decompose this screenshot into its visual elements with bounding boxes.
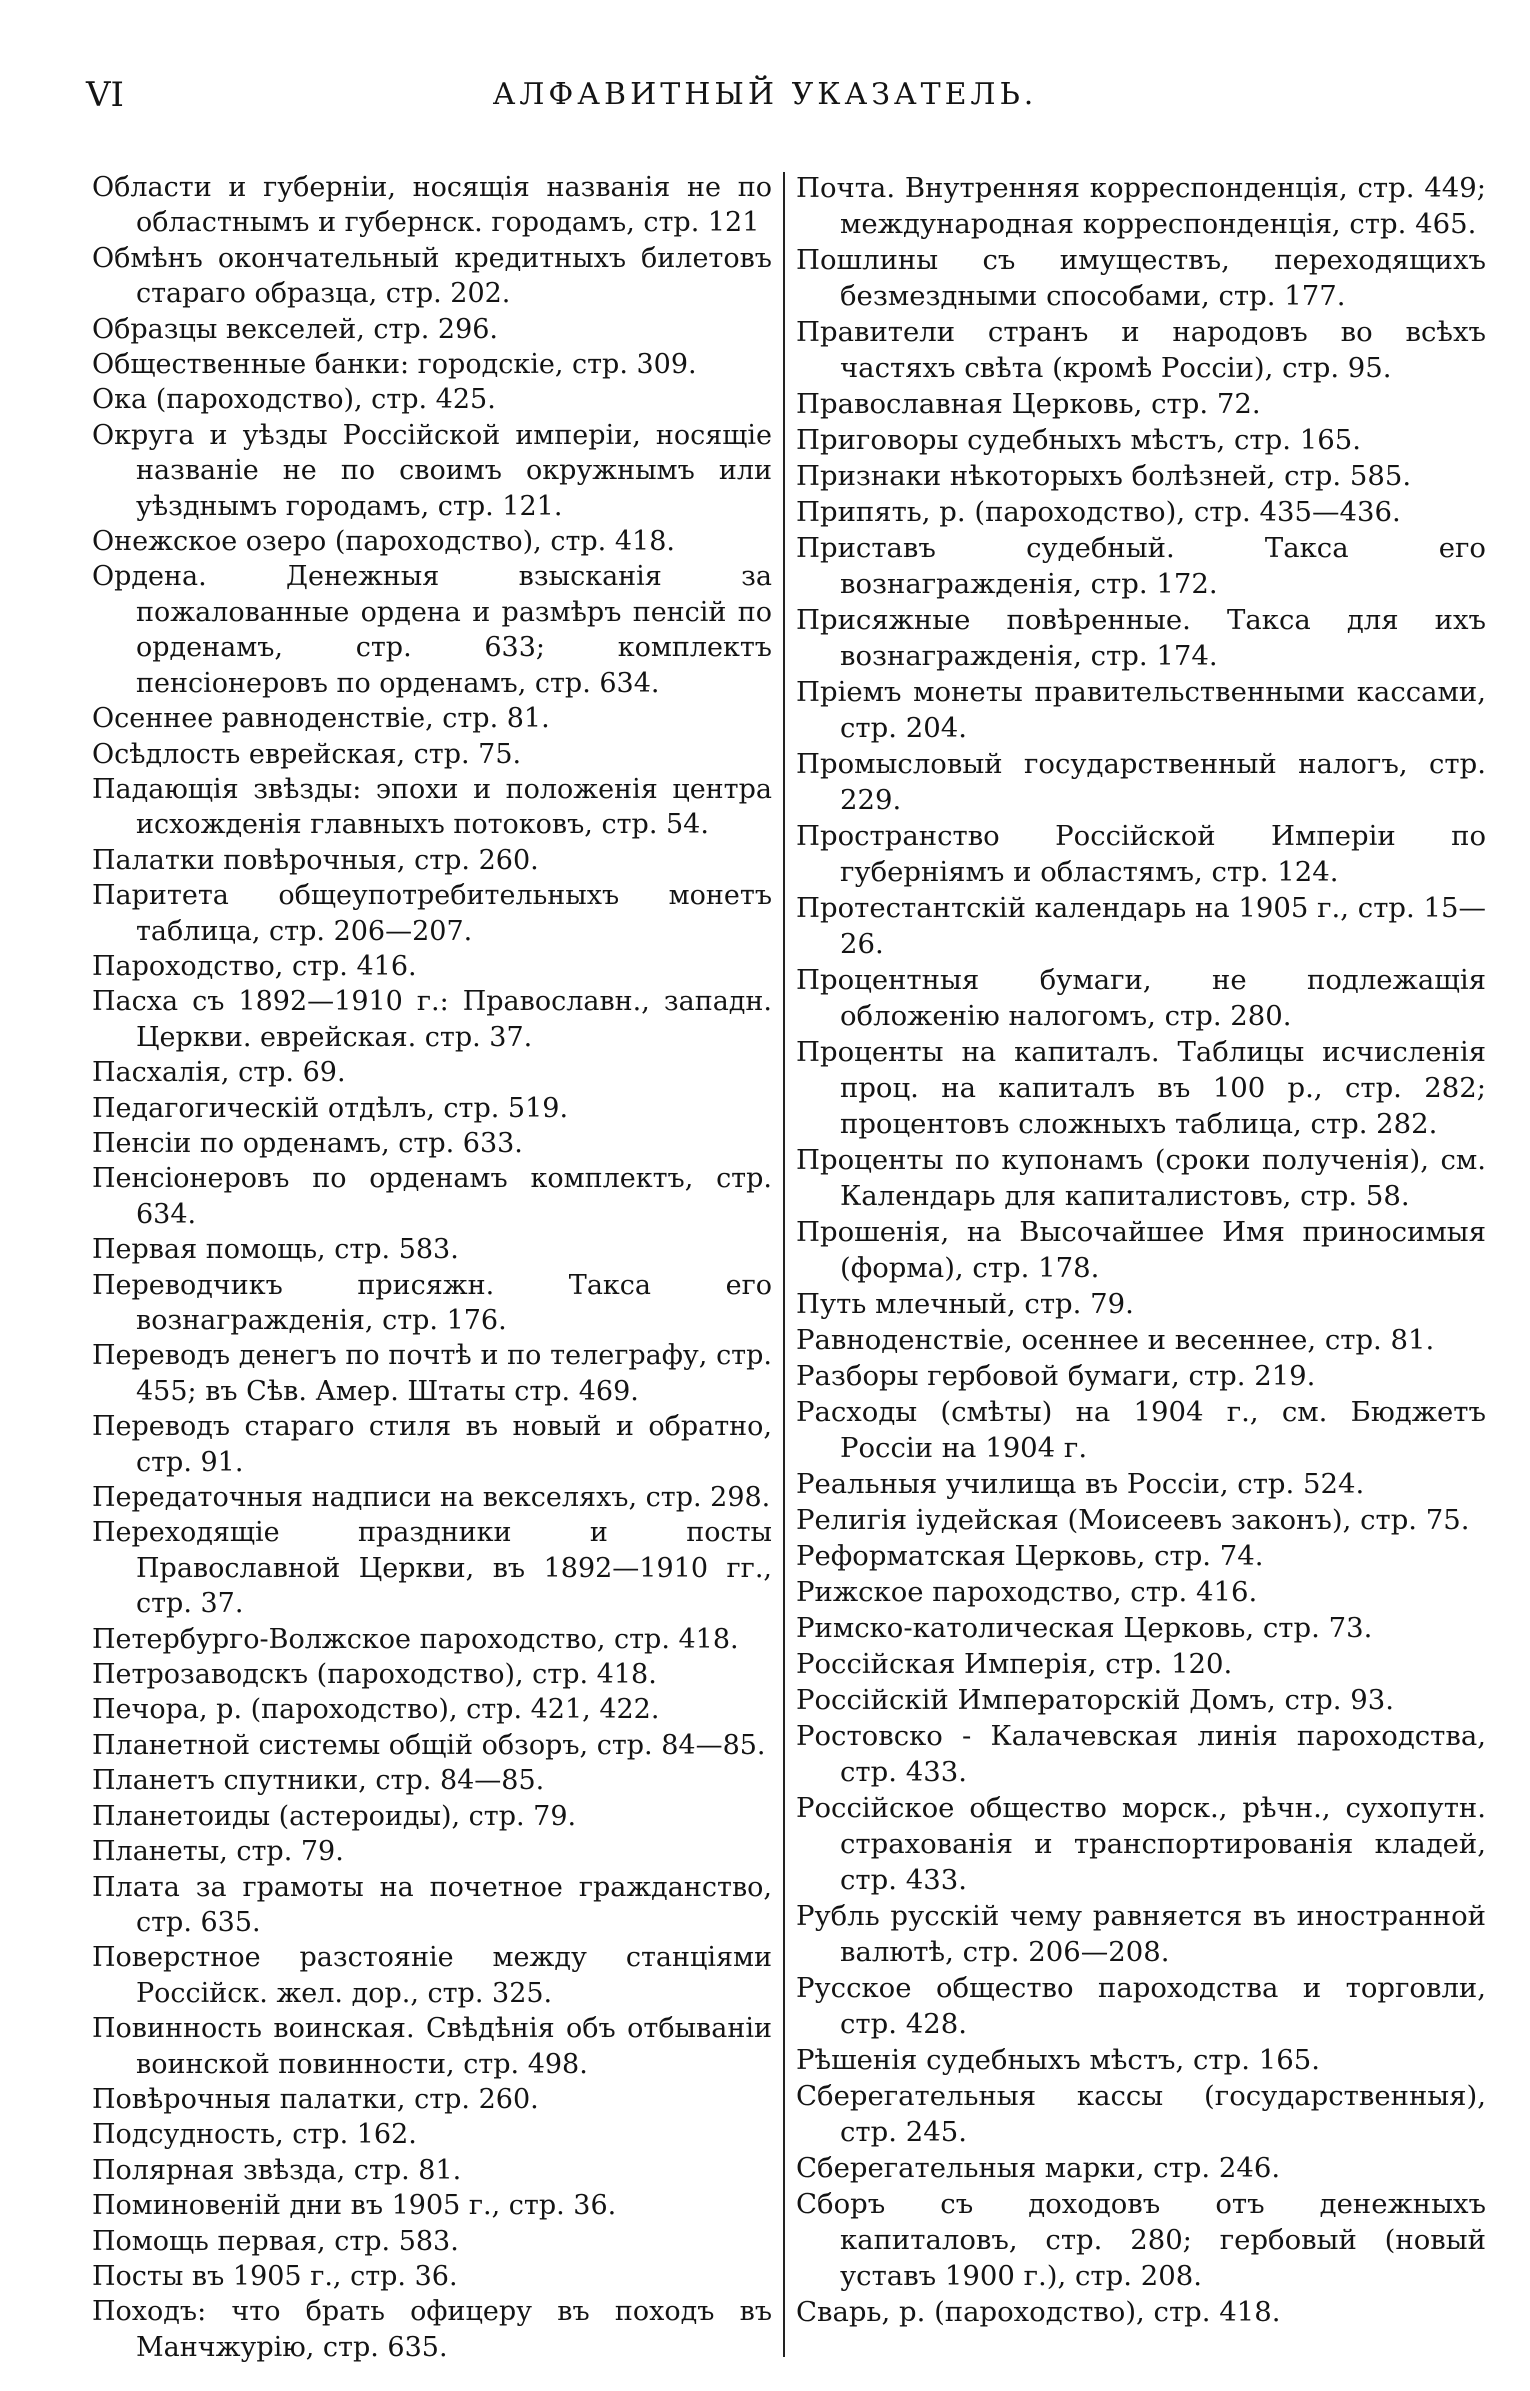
index-entry: Проценты на капиталъ. Таблицы исчисленія проц. на капиталъ въ 100 р., стр. 282; процентовъ сложныхъ таблица, стр. 282. <box>796 1036 1486 1140</box>
index-entry: Переходящіе праздники и посты Православной Церкви, въ 1892—1910 гг., стр. 37. <box>92 1517 772 1620</box>
index-entry: Поминовеній дни въ 1905 г., стр. 36. <box>92 2190 617 2222</box>
index-entry: Планетной системы общій обзоръ, стр. 84—85. <box>92 1729 766 1761</box>
index-entry: Протестантскій календарь на 1905 г., стр. 15—26. <box>796 892 1486 960</box>
index-entry: Печора, р. (пароходство), стр. 421, 422. <box>92 1694 660 1726</box>
index-entry: Образцы векселей, стр. 296. <box>92 313 499 345</box>
index-entry: Сварь, р. (пароходство), стр. 418. <box>796 2296 1281 2328</box>
column-divider <box>783 172 785 2357</box>
left-column <box>92 170 772 2380</box>
index-entry: Приставъ судебный. Такса его вознагражденія, стр. 172. <box>796 532 1486 600</box>
index-entry: Падающія звѣзды: эпохи и положенія центра исхожденія главныхъ потоковъ, стр. 54. <box>92 773 772 841</box>
page-title: АЛФАВИТНЫЙ УКАЗАТЕЛЬ. <box>492 77 1038 112</box>
index-entry: Помощь первая, стр. 583. <box>92 2225 459 2257</box>
index-entry: Петербурго-Волжское пароходство, стр. 418. <box>92 1623 739 1655</box>
index-entry: Планетъ спутники, стр. 84—85. <box>92 1765 545 1797</box>
index-entry: Поверстное разстояніе между станціями Россійск. жел. дор., стр. 325. <box>92 1942 772 2009</box>
index-entry: Пространство Россійской Имперіи по губерніямъ и областямъ, стр. 124. <box>796 820 1486 888</box>
index-entry: Разборы гербовой бумаги, стр. 219. <box>796 1360 1316 1392</box>
index-entry: Обмѣнъ окончательный кредитныхъ билетовъ стараго образца, стр. 202. <box>92 242 772 310</box>
index-entry: Подсудность, стр. 162. <box>92 2119 417 2151</box>
index-entry: Проценты по купонамъ (сроки полученія), см. Календарь для капиталистовъ, стр. 58. <box>796 1144 1486 1212</box>
index-entry: Повѣрочныя палатки, стр. 260. <box>92 2083 539 2115</box>
index-entry: Промысловый государственный налогъ, стр. 229. <box>796 748 1486 816</box>
index-entry: Припять, р. (пароходство), стр. 435—436. <box>796 496 1401 528</box>
index-entry: Пенсіонеровъ по орденамъ комплектъ, стр. 634. <box>92 1163 772 1230</box>
index-entry: Палатки повѣрочныя, стр. 260. <box>92 844 539 876</box>
index-entry: Осѣдлость еврейская, стр. 75. <box>92 738 522 770</box>
index-entry: Пароходство, стр. 416. <box>92 950 417 982</box>
index-entry: Переводъ денегъ по почтѣ и по телеграфу, стр. 455; въ Сѣв. Амер. Штаты стр. 469. <box>92 1340 772 1407</box>
index-entry: Плата за грамоты на почетное гражданство, стр. 635. <box>92 1871 772 1938</box>
index-entry: Педагогическій отдѣлъ, стр. 519. <box>92 1092 569 1124</box>
index-entry: Паритета общеупотребительныхъ монетъ таблица, стр. 206—207. <box>92 880 772 947</box>
index-entry: Первая помощь, стр. 583. <box>92 1234 459 1266</box>
index-entry: Онежское озеро (пароходство), стр. 418. <box>92 526 675 558</box>
index-entry: Рѣшенія судебныхъ мѣстъ, стр. 165. <box>796 2044 1320 2076</box>
index-entry: Пошлины съ имуществъ, переходящихъ безмездными способами, стр. 177. <box>796 244 1486 312</box>
index-entry: Реальныя училища въ Россіи, стр. 524. <box>796 1468 1365 1500</box>
index-entry: Посты въ 1905 г., стр. 36. <box>92 2260 458 2292</box>
index-entry: Ока (пароходство), стр. 425. <box>92 384 496 416</box>
index-entry: Рижское пароходство, стр. 416. <box>796 1576 1258 1608</box>
right-column <box>796 170 1486 2380</box>
index-entry: Прошенія, на Высочайшее Имя приносимыя (форма), стр. 178. <box>796 1216 1486 1284</box>
index-entry: Пасха съ 1892—1910 г.: Православн., западн. Церкви. еврейская. стр. 37. <box>92 986 772 1053</box>
index-entry: Путь млечный, стр. 79. <box>796 1288 1134 1320</box>
index-entry: Правители странъ и народовъ во всѣхъ частяхъ свѣта (кромѣ Россіи), стр. 95. <box>796 316 1486 384</box>
index-entry: Приговоры судебныхъ мѣстъ, стр. 165. <box>796 424 1361 456</box>
index-entry: Римско-католическая Церковь, стр. 73. <box>796 1612 1373 1644</box>
index-entry: Религія іудейская (Моисеевъ законъ), стр. 75. <box>796 1504 1470 1536</box>
index-entry: Реформатская Церковь, стр. 74. <box>796 1540 1264 1572</box>
index-entry: Сберегательныя марки, стр. 246. <box>796 2152 1281 2184</box>
index-entry: Пасхалія, стр. 69. <box>92 1057 346 1089</box>
index-entry: Признаки нѣкоторыхъ болѣзней, стр. 585. <box>796 460 1412 492</box>
index-entry: Православная Церковь, стр. 72. <box>796 388 1261 420</box>
index-entry: Сборъ съ доходовъ отъ денежныхъ капиталовъ, стр. 280; гербовый (новый уставъ 1900 г.), стр. 208. <box>796 2188 1486 2292</box>
index-entry: Равноденствіе, осеннее и весеннее, стр. 81. <box>796 1324 1435 1356</box>
index-entry: Рубль русскій чему равняется въ иностранной валютѣ, стр. 206—208. <box>796 1900 1486 1968</box>
index-entry: Повинность воинская. Свѣдѣнія объ отбываніи воинской повинности, стр. 498. <box>92 2013 772 2080</box>
index-entry: Общественные банки: городскіе, стр. 309. <box>92 349 697 381</box>
index-entry: Планеты, стр. 79. <box>92 1836 344 1868</box>
index-entry: Почта. Внутренняя корреспонденція, стр. 449; международная корреспонденція, стр. 465. <box>796 172 1486 240</box>
index-entry: Походъ: что брать офицеру въ походъ въ Манчжурію, стр. 635. <box>92 2296 772 2363</box>
index-entry: Передаточныя надписи на векселяхъ, стр. 298. <box>92 1482 771 1514</box>
index-entry: Округа и уѣзды Россійской имперіи, носящіе названіе не по своимъ окружнымъ или уѣзднымъ городамъ, стр. 121. <box>92 419 772 522</box>
index-entry: Области и губерніи, носящія названія не по областнымъ и губернск. городамъ, стр. 121 <box>92 172 772 239</box>
index-entry: Россійскій Императорскій Домъ, стр. 93. <box>796 1684 1394 1716</box>
index-entry: Россійская Имперія, стр. 120. <box>796 1648 1233 1680</box>
index-entry: Петрозаводскъ (пароходство), стр. 418. <box>92 1659 657 1691</box>
index-entry: Пенсіи по орденамъ, стр. 633. <box>92 1127 523 1159</box>
index-entry: Процентныя бумаги, не подлежащія обложенію налогомъ, стр. 280. <box>796 964 1486 1032</box>
index-entry: Пріемъ монеты правительственными кассами, стр. 204. <box>796 676 1486 744</box>
index-entry: Осеннее равноденствіе, стр. 81. <box>92 703 550 735</box>
index-entry: Присяжные повѣренные. Такса для ихъ вознагражденія, стр. 174. <box>796 604 1486 672</box>
index-entry: Планетоиды (астероиды), стр. 79. <box>92 1800 577 1832</box>
page-number: VI <box>86 75 124 115</box>
index-entry: Расходы (смѣты) на 1904 г., см. Бюджетъ Россіи на 1904 г. <box>796 1396 1486 1464</box>
index-entry: Переводъ стараго стиля въ новый и обратно, стр. 91. <box>92 1411 772 1478</box>
index-entry: Россійское общество морск., рѣчн., сухопутн. страхованія и транспортированія кладей, стр. 433. <box>796 1792 1486 1896</box>
index-entry: Сберегательныя кассы (государственныя), стр. 245. <box>796 2080 1486 2148</box>
index-entry: Ростовско - Калачевская линія пароходства, стр. 433. <box>796 1720 1486 1788</box>
index-entry: Полярная звѣзда, стр. 81. <box>92 2154 462 2186</box>
index-entry: Ордена. Денежныя взысканія за пожалованные ордена и размѣръ пенсій по орденамъ, стр. 633; комплектъ пенсіонеровъ по орденамъ, стр. 634. <box>92 561 772 699</box>
index-entry: Русское общество пароходства и торговли, стр. 428. <box>796 1972 1486 2040</box>
index-entry: Переводчикъ присяжн. Такса его вознагражденія, стр. 176. <box>92 1269 772 1336</box>
